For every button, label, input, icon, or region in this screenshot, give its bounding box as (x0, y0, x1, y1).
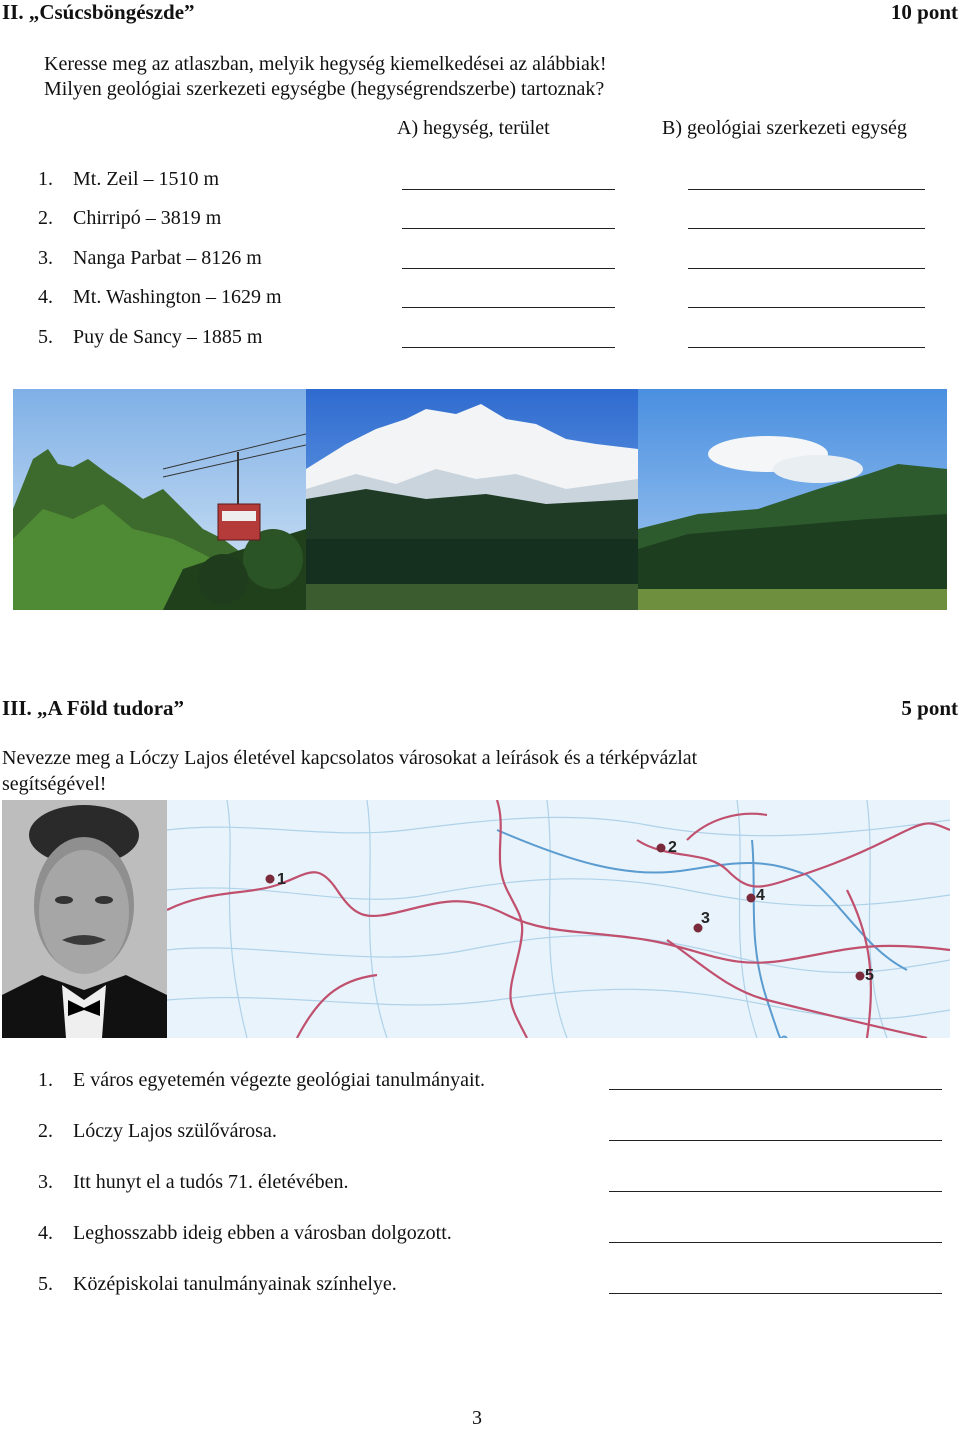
mountain-item-3 (38, 247, 262, 270)
question-text: E város egyetemén végezte geológiai tanulmányait. (73, 1069, 486, 1091)
item-text: Mt. Zeil – 1510 m (73, 168, 220, 190)
section3-points: 5 pont (901, 696, 958, 720)
item-number: 5. (38, 326, 53, 348)
question-number: 5. (38, 1273, 53, 1295)
portrait-loczy-lajos (2, 800, 167, 1038)
answer-blank-b-2[interactable] (688, 228, 925, 229)
map-label-2: 2 (668, 839, 677, 856)
mountain-item-1 (38, 168, 219, 191)
item-number: 2. (38, 207, 53, 229)
answer-blank-a-2[interactable] (402, 228, 615, 229)
answer-blank-a-4[interactable] (402, 307, 615, 308)
item-text: Puy de Sancy – 1885 m (73, 326, 263, 348)
answer-blank-city-2[interactable] (609, 1140, 942, 1141)
map-label-5: 5 (865, 967, 874, 984)
map-marker-5 (856, 972, 865, 981)
answer-blank-b-3[interactable] (688, 268, 925, 269)
item-text: Mt. Washington – 1629 m (73, 286, 282, 308)
question-item-2 (38, 1120, 277, 1143)
answer-blank-city-3[interactable] (609, 1191, 942, 1192)
section2-intro-line2: Milyen geológiai szerkezeti egységbe (hegységrendszerbe) tartoznak? (44, 78, 605, 100)
question-item-5 (38, 1273, 397, 1296)
photo-cable-car-mountain (13, 389, 306, 610)
answer-blank-b-4[interactable] (688, 307, 925, 308)
photo-forest-valley (638, 389, 947, 610)
item-text: Nanga Parbat – 8126 m (73, 247, 262, 269)
question-item-1 (38, 1069, 485, 1092)
item-number: 4. (38, 286, 53, 308)
question-text: Középiskolai tanulmányainak színhelye. (73, 1273, 397, 1295)
sketch-map (167, 800, 950, 1038)
section2-intro-line1: Keresse meg az atlaszban, melyik hegység kiemelkedései az alábbiak! (44, 53, 607, 75)
mountain-item-4 (38, 286, 282, 309)
section2-points: 10 pont (890, 0, 958, 24)
question-number: 2. (38, 1120, 53, 1142)
question-number: 3. (38, 1171, 53, 1193)
map-marker-2 (657, 844, 666, 853)
map-marker-4 (747, 894, 756, 903)
map-marker-1 (266, 875, 275, 884)
photo-snowy-peaks (306, 389, 638, 610)
question-number: 4. (38, 1222, 53, 1244)
question-number: 1. (38, 1069, 53, 1091)
question-text: Lóczy Lajos szülővárosa. (73, 1120, 277, 1142)
map-label-4: 4 (756, 887, 765, 904)
section3-intro-line1: Nevezze meg a Lóczy Lajos életével kapcsolatos városokat a leírások és a térképvázlat (2, 747, 698, 769)
map-label-3: 3 (701, 910, 710, 927)
section3-intro-line2: segítségével! (2, 773, 107, 795)
answer-blank-a-3[interactable] (402, 268, 615, 269)
mountain-item-2 (38, 207, 221, 230)
item-number: 1. (38, 168, 53, 190)
answer-blank-city-4[interactable] (609, 1242, 942, 1243)
question-item-4 (38, 1222, 452, 1245)
question-item-3 (38, 1171, 348, 1194)
question-text: Itt hunyt el a tudós 71. életévében. (73, 1171, 349, 1193)
answer-blank-b-5[interactable] (688, 347, 925, 348)
section3-title: III. „A Föld tudora” (2, 696, 185, 720)
section2-title: II. „Csúcsböngészde” (2, 0, 195, 24)
column-header-b: B) geológiai szerkezeti egység (662, 117, 907, 139)
question-text: Leghosszabb ideig ebben a városban dolgozott. (73, 1222, 452, 1244)
item-text: Chirripó – 3819 m (73, 207, 222, 229)
page-number: 3 (472, 1407, 482, 1429)
answer-blank-a-5[interactable] (402, 347, 615, 348)
item-number: 3. (38, 247, 53, 269)
answer-blank-a-1[interactable] (402, 189, 615, 190)
map-label-1: 1 (277, 871, 286, 888)
answer-blank-city-1[interactable] (609, 1089, 942, 1090)
mountain-item-5 (38, 326, 262, 349)
column-header-a: A) hegység, terület (397, 117, 550, 139)
answer-blank-city-5[interactable] (609, 1293, 942, 1294)
answer-blank-b-1[interactable] (688, 189, 925, 190)
